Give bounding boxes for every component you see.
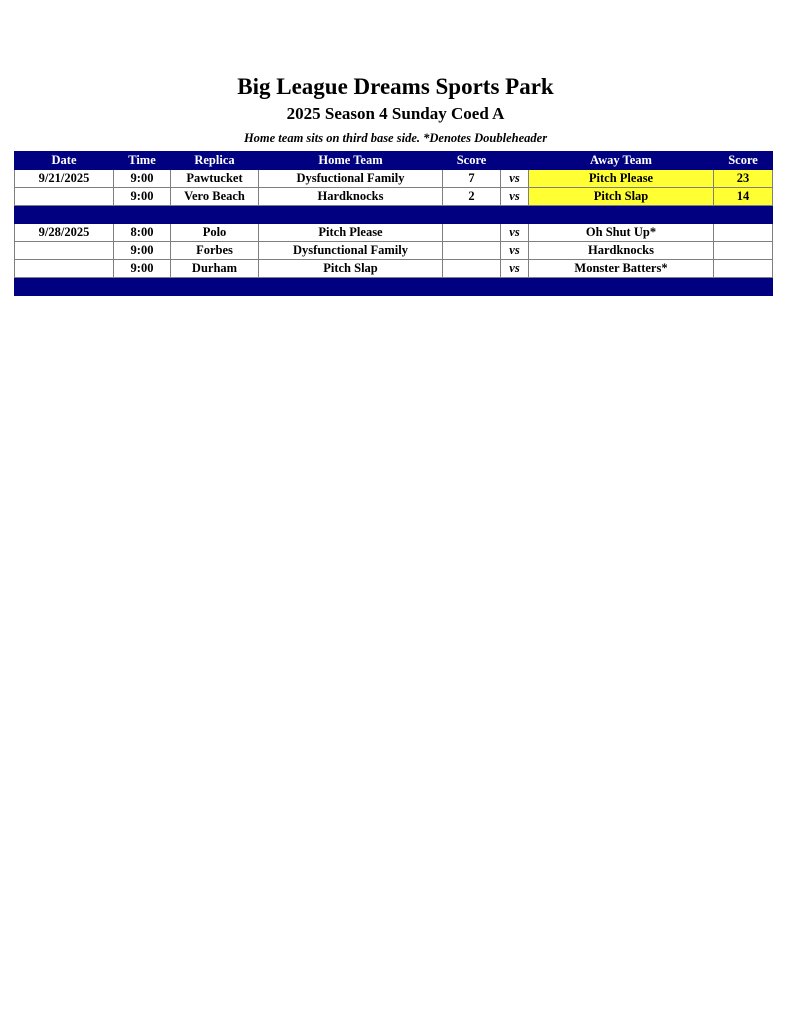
- spacer-cell: [15, 278, 114, 296]
- cell-home-team: Dysfuctional Family: [259, 170, 443, 188]
- cell-date: [15, 260, 114, 278]
- cell-date: 9/28/2025: [15, 224, 114, 242]
- cell-date: [15, 188, 114, 206]
- column-header-away-score: Score: [714, 152, 773, 170]
- cell-date: 9/21/2025: [15, 170, 114, 188]
- spacer-cell: [714, 278, 773, 296]
- page-note: Home team sits on third base side. *Denotes Doubleheader: [243, 131, 548, 145]
- cell-away-team: Monster Batters*: [529, 260, 714, 278]
- cell-time: 9:00: [114, 260, 171, 278]
- column-header-date: Date: [15, 152, 114, 170]
- spacer-row: [15, 278, 773, 296]
- spacer-cell: [501, 278, 529, 296]
- cell-home-score: [443, 260, 501, 278]
- cell-home-score: 7: [443, 170, 501, 188]
- spacer-cell: [529, 206, 714, 224]
- cell-date: [15, 242, 114, 260]
- page-title: Big League Dreams Sports Park: [237, 74, 554, 99]
- cell-home-team: Hardknocks: [259, 188, 443, 206]
- cell-away-team: Pitch Slap: [529, 188, 714, 206]
- table-row: [15, 224, 773, 242]
- cell-home-score: [443, 224, 501, 242]
- spacer-cell: [114, 206, 171, 224]
- column-header-replica: Replica: [171, 152, 259, 170]
- cell-replica: Polo: [171, 224, 259, 242]
- cell-home-team: Pitch Slap: [259, 260, 443, 278]
- cell-away-score: 23: [714, 170, 773, 188]
- cell-time: 9:00: [114, 242, 171, 260]
- spacer-cell: [171, 206, 259, 224]
- page-subtitle: 2025 Season 4 Sunday Coed A: [286, 104, 505, 123]
- cell-away-team: Pitch Please: [529, 170, 714, 188]
- cell-replica: Durham: [171, 260, 259, 278]
- cell-home-team: Dysfunctional Family: [259, 242, 443, 260]
- cell-away-team: Oh Shut Up*: [529, 224, 714, 242]
- cell-vs: vs: [501, 188, 529, 206]
- cell-vs: vs: [501, 170, 529, 188]
- spacer-cell: [15, 206, 114, 224]
- cell-vs: vs: [501, 260, 529, 278]
- cell-away-score: 14: [714, 188, 773, 206]
- spacer-cell: [259, 206, 443, 224]
- column-header-home-team: Home Team: [259, 152, 443, 170]
- cell-away-score: [714, 224, 773, 242]
- cell-home-score: 2: [443, 188, 501, 206]
- column-header-vs: [501, 152, 529, 170]
- column-header-time: Time: [114, 152, 171, 170]
- spacer-cell: [501, 206, 529, 224]
- cell-away-team: Hardknocks: [529, 242, 714, 260]
- cell-replica: Vero Beach: [171, 188, 259, 206]
- cell-replica: Pawtucket: [171, 170, 259, 188]
- column-header-away-team: Away Team: [529, 152, 714, 170]
- cell-time: 8:00: [114, 224, 171, 242]
- table-row: [15, 242, 773, 260]
- table-row: [15, 188, 773, 206]
- cell-replica: Forbes: [171, 242, 259, 260]
- spacer-cell: [114, 278, 171, 296]
- spacer-cell: [443, 278, 501, 296]
- table-row: [15, 170, 773, 188]
- cell-away-score: [714, 260, 773, 278]
- cell-time: 9:00: [114, 188, 171, 206]
- column-header-home-score: Score: [443, 152, 501, 170]
- cell-time: 9:00: [114, 170, 171, 188]
- schedule-body: [15, 170, 773, 296]
- cell-home-score: [443, 242, 501, 260]
- schedule-table: [14, 151, 773, 296]
- cell-vs: vs: [501, 242, 529, 260]
- spacer-row: [15, 206, 773, 224]
- spacer-cell: [259, 278, 443, 296]
- table-header-row: [15, 152, 773, 170]
- cell-vs: vs: [501, 224, 529, 242]
- spacer-cell: [171, 278, 259, 296]
- spacer-cell: [529, 278, 714, 296]
- spacer-cell: [714, 206, 773, 224]
- table-row: [15, 260, 773, 278]
- spacer-cell: [443, 206, 501, 224]
- cell-away-score: [714, 242, 773, 260]
- cell-home-team: Pitch Please: [259, 224, 443, 242]
